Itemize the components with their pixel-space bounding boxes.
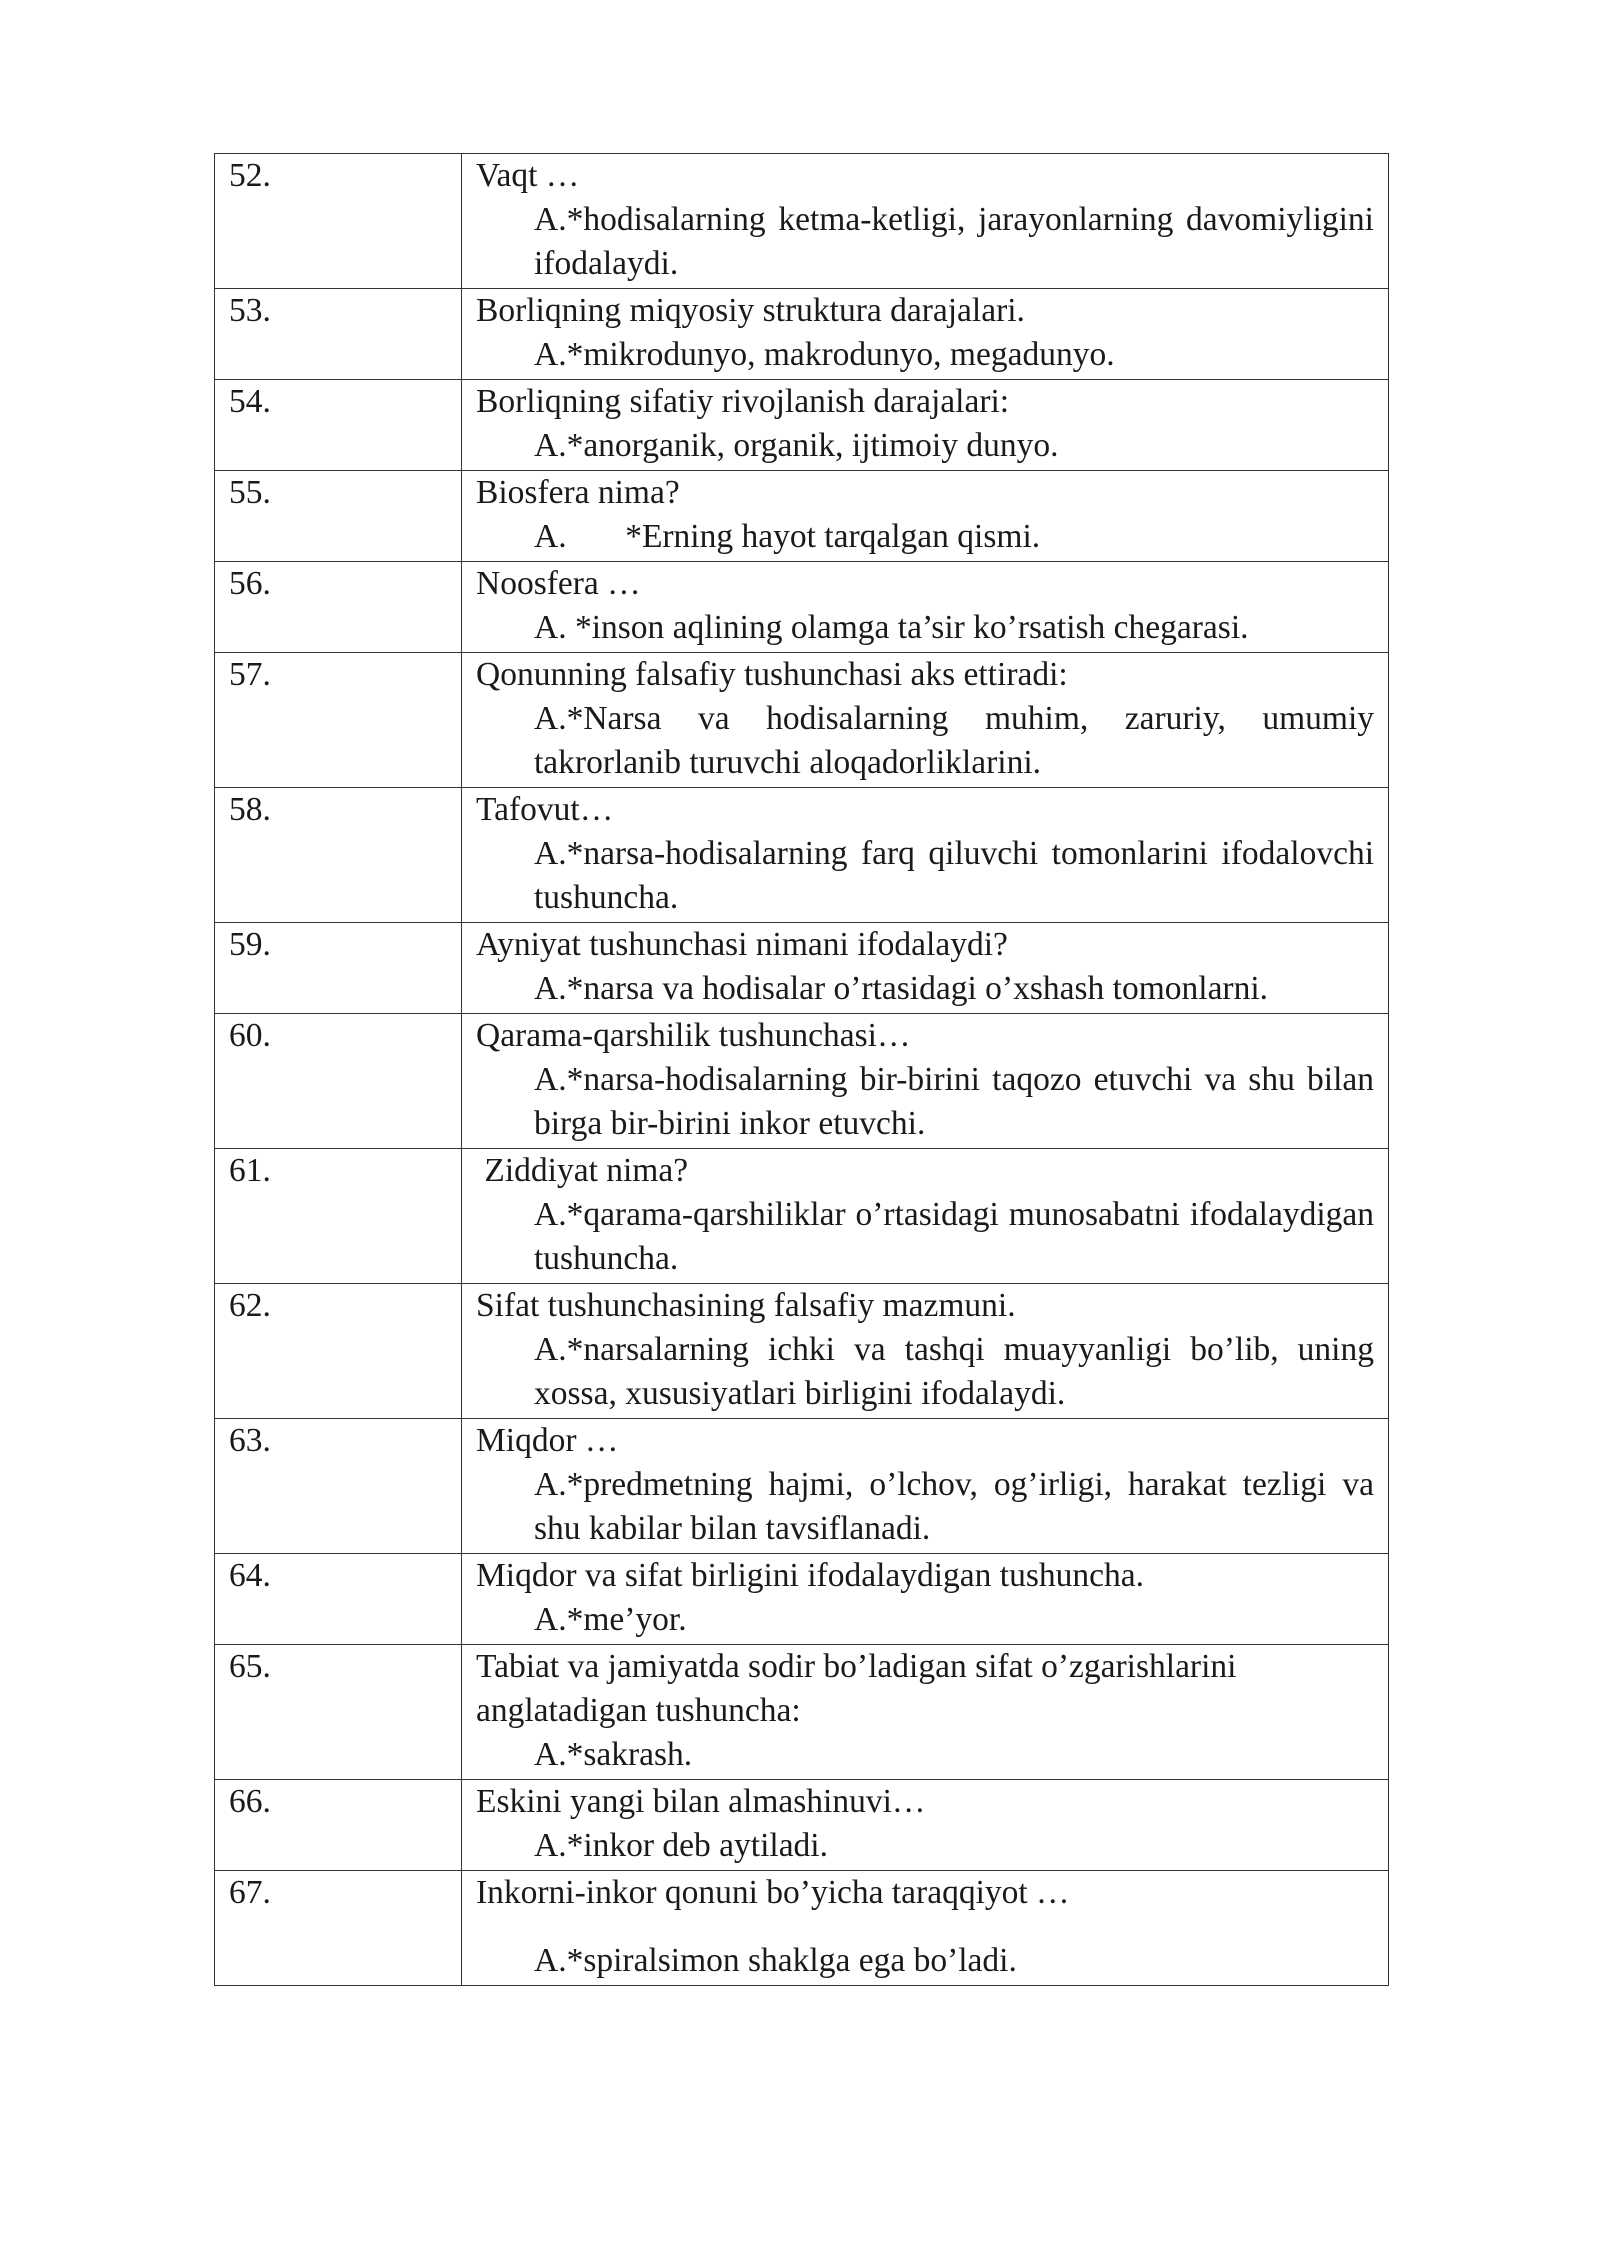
question-text: Qonunning falsafiy tushunchasi aks ettiradi: [476, 656, 1068, 693]
answer-text: A.*hodisalarning ketma-ketligi, jarayonlarning davomiyligini ifodalaydi. [534, 201, 1374, 282]
question-cell [462, 471, 1389, 562]
question-number: 58. [215, 788, 462, 923]
question-number: 61. [215, 1149, 462, 1284]
answer-text: A.*narsa-hodisalarning bir-birini taqozo etuvchi va shu bilan birga bir-birini inkor etuvchi. [534, 1061, 1374, 1142]
answer-text: A.*sakrash. [534, 1736, 693, 1773]
question-number: 57. [215, 653, 462, 788]
question-text: Borliqning miqyosiy struktura darajalari. [476, 292, 1025, 329]
question-text: Noosfera … [476, 565, 641, 602]
question-text: Borliqning sifatiy rivojlanish darajalari: [476, 383, 1010, 420]
answer-text: A.*narsa va hodisalar o’rtasidagi o’xshash tomonlarni. [534, 970, 1269, 1007]
table-row [215, 653, 1389, 788]
answer-text: A.*narsalarning ichki va tashqi muayyanligi bo’lib, uning xossa, xususiyatlari birligini ifodalaydi. [534, 1331, 1374, 1412]
answer-text: A.*narsa-hodisalarning farq qiluvchi tomonlarini ifodalovchi tushuncha. [534, 835, 1374, 916]
question-text: Miqdor va sifat birligini ifodalaydigan tushuncha. [476, 1557, 1145, 1594]
question-cell [462, 1284, 1389, 1419]
table-row [215, 788, 1389, 923]
question-cell [462, 1419, 1389, 1554]
answer-text: A.*Narsa va hodisalarning muhim, zaruriy, umumiy takrorlanib turuvchi aloqadorliklarini. [534, 700, 1374, 781]
answer-text: A.*anorganik, organik, ijtimoiy dunyo. [534, 427, 1059, 464]
table-row [215, 1014, 1389, 1149]
table-row [215, 1149, 1389, 1284]
question-number: 53. [215, 289, 462, 380]
answer-text: A. *Erning hayot tarqalgan qismi. [534, 518, 1041, 555]
question-number: 55. [215, 471, 462, 562]
question-cell [462, 1871, 1389, 1986]
table-row [215, 1284, 1389, 1419]
question-text: Biosfera nima? [476, 474, 680, 511]
table-row [215, 1645, 1389, 1780]
question-text: Tabiat va jamiyatda sodir bo’ladigan sifat o’zgarishlarini anglatadigan tushuncha: [476, 1648, 1237, 1729]
question-text: Ayniyat tushunchasi nimani ifodalaydi? [476, 926, 1008, 963]
table-row [215, 289, 1389, 380]
question-text: Ziddiyat nima? [476, 1152, 689, 1189]
question-text: Tafovut… [476, 791, 614, 828]
question-cell [462, 154, 1389, 289]
answer-text: A.*me’yor. [534, 1601, 687, 1638]
table-row [215, 1871, 1389, 1986]
table-row [215, 1419, 1389, 1554]
question-cell [462, 653, 1389, 788]
question-text: Eskini yangi bilan almashinuvi… [476, 1783, 926, 1820]
question-text: Qarama-qarshilik tushunchasi… [476, 1017, 911, 1054]
answer-text: A.*inkor deb aytiladi. [534, 1827, 828, 1864]
question-cell [462, 923, 1389, 1014]
question-number: 64. [215, 1554, 462, 1645]
question-number: 62. [215, 1284, 462, 1419]
answer-text: A.*mikrodunyo, makrodunyo, megadunyo. [534, 336, 1115, 373]
table-row [215, 562, 1389, 653]
question-number: 67. [215, 1871, 462, 1986]
question-number: 52. [215, 154, 462, 289]
question-text: Miqdor … [476, 1422, 619, 1459]
question-text: Vaqt … [476, 157, 580, 194]
question-cell [462, 380, 1389, 471]
question-number: 63. [215, 1419, 462, 1554]
table-row [215, 380, 1389, 471]
question-cell [462, 562, 1389, 653]
questions-table [214, 153, 1389, 1986]
question-text: Inkorni-inkor qonuni bo’yicha taraqqiyot … [476, 1874, 1070, 1911]
answer-text: A.*predmetning hajmi, o’lchov, og’irligi, harakat tezligi va shu kabilar bilan tavsiflanadi. [534, 1466, 1374, 1547]
question-cell [462, 289, 1389, 380]
table-row [215, 154, 1389, 289]
table-row [215, 1554, 1389, 1645]
table-row [215, 1780, 1389, 1871]
question-cell [462, 1149, 1389, 1284]
table-row [215, 471, 1389, 562]
question-number: 66. [215, 1780, 462, 1871]
question-number: 60. [215, 1014, 462, 1149]
question-number: 54. [215, 380, 462, 471]
question-text: Sifat tushunchasining falsafiy mazmuni. [476, 1287, 1016, 1324]
answer-text: A. *inson aqlining olamga ta’sir ko’rsatish chegarasi. [534, 609, 1249, 646]
table-row [215, 923, 1389, 1014]
question-number: 56. [215, 562, 462, 653]
question-cell [462, 788, 1389, 923]
question-number: 65. [215, 1645, 462, 1780]
answer-text: A.*spiralsimon shaklga ega bo’ladi. [534, 1942, 1017, 1979]
question-cell [462, 1645, 1389, 1780]
question-cell [462, 1554, 1389, 1645]
question-cell [462, 1014, 1389, 1149]
question-cell [462, 1780, 1389, 1871]
answer-text: A.*qarama-qarshiliklar o’rtasidagi munosabatni ifodalaydigan tushuncha. [534, 1196, 1374, 1277]
question-number: 59. [215, 923, 462, 1014]
